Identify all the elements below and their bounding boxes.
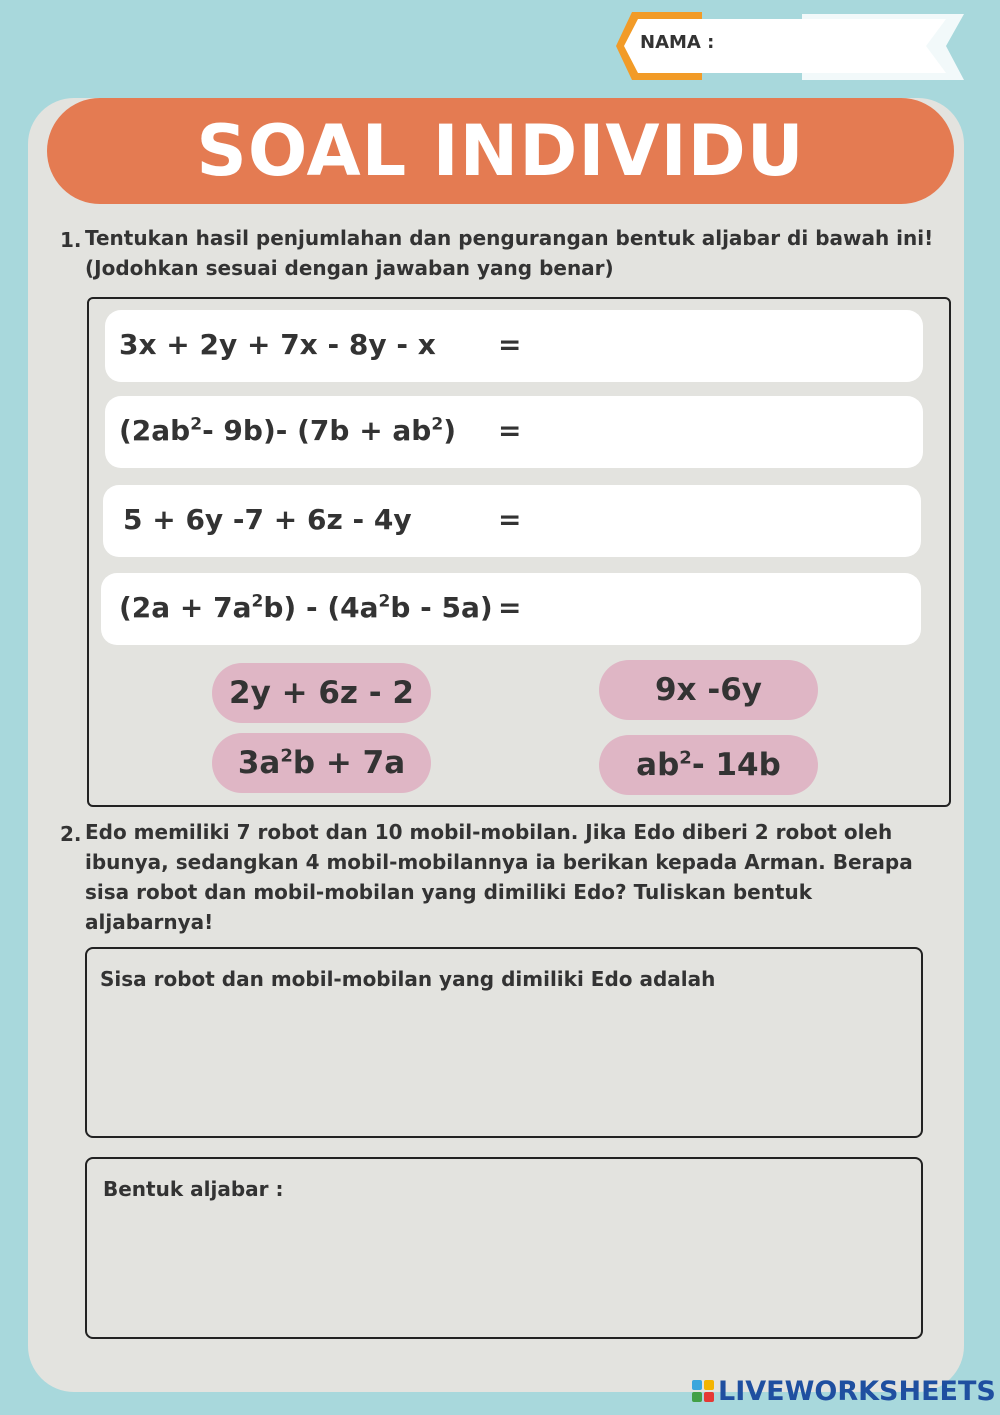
match-row-3 <box>103 485 921 557</box>
title-banner <box>47 98 954 204</box>
answer-remaining-input[interactable] <box>100 1005 908 1124</box>
question-2-text <box>85 817 913 937</box>
expression-3: 5 + 6y -7 + 6z - 4y <box>123 503 412 536</box>
question-1-number: 1. <box>60 228 82 252</box>
choice-chip-1[interactable]: 2y + 6z - 2 <box>212 663 431 723</box>
question-2-number: 2. <box>60 822 82 846</box>
name-label: NAMA : <box>640 32 715 53</box>
answer-drop-zone-2[interactable] <box>545 406 905 458</box>
question-2-line-1: Edo memiliki 7 robot dan 10 mobil-mobilan. Jika Edo diberi 2 robot oleh <box>85 820 893 844</box>
match-row-4 <box>101 573 921 645</box>
liveworksheets-brand-text: LIVEWORKSHEETS <box>718 1375 996 1407</box>
answer-algebra-input[interactable] <box>100 1215 908 1325</box>
equals-sign-2: = <box>498 414 522 447</box>
answer-box-remaining <box>85 947 923 1138</box>
name-input[interactable] <box>802 18 956 74</box>
answer-drop-zone-3[interactable] <box>543 495 903 547</box>
choice-chip-2[interactable]: 9x -6y <box>599 660 818 720</box>
question-1-line-1: Tentukan hasil penjumlahan dan pengurangan bentuk aljabar di bawah ini! <box>85 226 934 250</box>
question-1-line-2: (Jodohkan sesuai dengan jawaban yang benar) <box>85 256 614 280</box>
equals-sign-3: = <box>498 503 522 536</box>
answer-box-remaining-label: Sisa robot dan mobil-mobilan yang dimiliki Edo adalah <box>100 967 716 991</box>
name-tag <box>616 10 968 82</box>
question-2-line-3: sisa robot dan mobil-mobilan yang dimiliki Edo? Tuliskan bentuk <box>85 880 813 904</box>
answer-box-algebra <box>85 1157 923 1339</box>
answer-drop-zone-4[interactable] <box>541 583 901 635</box>
choice-chip-4[interactable]: $ab^2-$ 14b <box>599 735 818 795</box>
liveworksheets-icon <box>692 1380 714 1402</box>
expression-2: ($2ab^2-$ 9b)- $(7b + ab^2)$ <box>119 414 456 447</box>
choice-chip-3[interactable]: $3a^2b + 7a$ <box>212 733 431 793</box>
matching-box <box>87 297 951 807</box>
equals-sign-4: = <box>498 591 522 624</box>
question-2-line-2: ibunya, sedangkan 4 mobil-mobilannya ia berikan kepada Arman. Berapa <box>85 850 913 874</box>
match-row-1 <box>105 310 923 382</box>
expression-4: $(2a + 7a^2b) - (4a^2b - 5a)$ <box>119 591 493 624</box>
liveworksheets-logo <box>692 1376 996 1406</box>
expression-1: 3x + 2y + 7x - 8y - x <box>119 328 436 361</box>
question-2-line-4: aljabarnya! <box>85 910 214 934</box>
equals-sign-1: = <box>498 328 522 361</box>
question-1-text <box>85 223 933 283</box>
page-title: SOAL INDIVIDU <box>196 110 805 192</box>
match-row-2 <box>105 396 923 468</box>
answer-box-algebra-label: Bentuk aljabar : <box>103 1177 284 1201</box>
answer-drop-zone-1[interactable] <box>545 320 905 372</box>
